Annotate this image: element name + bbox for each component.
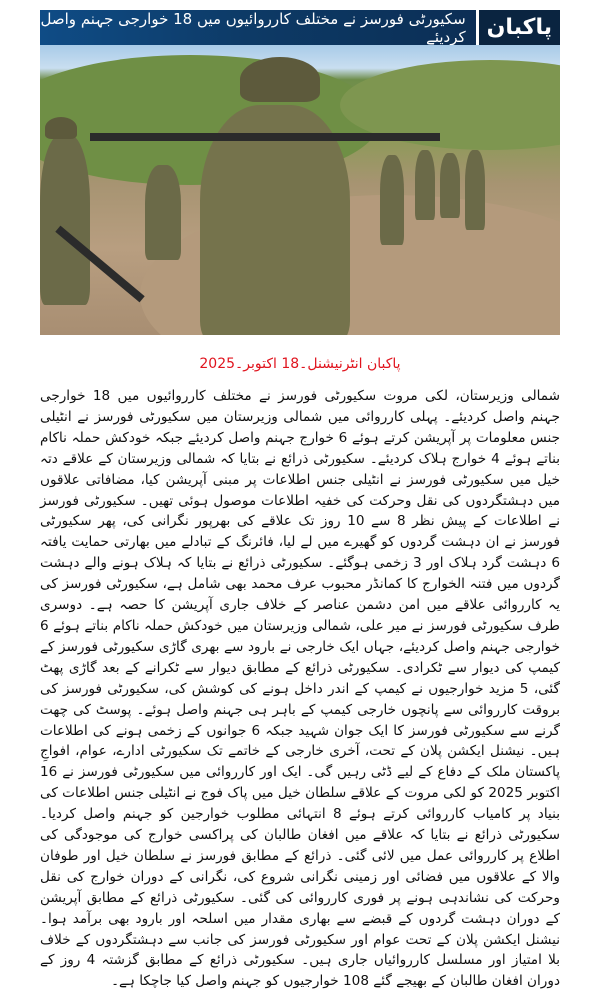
soldier-figure <box>40 135 90 305</box>
machine-gun <box>90 133 440 141</box>
soldier-figure <box>465 150 485 230</box>
soldier-figure <box>380 155 404 245</box>
headline-banner <box>40 10 560 45</box>
article-body: شمالی وزیرستان، لکی مروت سکیورٹی فورسز نے مختلف کارروائیوں میں 18 خوارجی جہنم واصل کردیئے۔ پہلی کارروائی میں شمالی وزیرستان میں سکیورٹی فورسز نے انٹیلی جنس معلومات پر آپریشن کرتے ہوئے 6 خوارج جہنم واصل کردیئے جبکہ خودکش حملہ ناکام بناتے ہوئے 4 خوارج ہلاک کردیئے۔ سکیورٹی ذرائع نے بتایا کہ شمالی وزیرستان کے علاقے دتہ خیل میں سکیورٹی فورسز نے انٹیلی جنس اطلاعات پر مبنی آپریشن کیا، مضافاتی علاقوں میں دہشتگردوں کی نقل وحرکت کی خفیہ اطلاعات موصول ہوئی تھیں۔ سکیورٹی فورسز نے اطلاعات کے پیش نظر 8 سے 10 روز تک علاقے کی بھرپور نگرانی کی، پھر سکیورٹی فورسز نے ان دہشت گردوں کو گھیرے میں لے لیا، فائرنگ کے تبادلے میں بھارتی حمایت یافتہ 6 دہشت گرد ہلاک اور 3 زخمی ہوگئے۔ سکیورٹی ذرائع نے بتایا کہ ہلاک ہونے والے دہشت گردوں میں فتنہ الخوارج کا کمانڈر محبوب عرف محمد بھی شامل ہے، سکیورٹی فورسز کی یہ کارروائی علاقے میں امن دشمن عناصر کے خلاف جاری آپریشن کا حصہ ہے۔ دوسری طرف سکیورٹی فورسز نے میر علی، شمالی وزیرستان میں خودکش حملہ ناکام بناتے ہوئے 6 خوارجی جہنم واصل کردیئے، جہاں ایک خارجی نے بارود سے بھری گاڑی سکیورٹی فورسز کے کیمپ کی دیوار سے ٹکرادی۔ سکیورٹی ذرائع کے مطابق دیوار سے ٹکرانے کے بعد گاڑی پھٹ گئی، 5 مزید خوارجیوں نے کیمپ کے اندر داخل ہونے کی کوشش کی، سکیورٹی فورسز کی بروقت کارروائی سے پانچوں خارجی کیمپ کے باہر ہی جہنم واصل ہوئے۔ پوسٹ کی چھت گرنے سے سکیورٹی فورسز کا ایک جوان شہید جبکہ 6 جوانوں کے زخمی ہونے کی اطلاعات ہیں۔ نیشنل ایکشن پلان کے تحت، آخری خارجی کے خاتمے تک سکیورٹی ادارے، عوام، افواجِ پاکستان ملک کے دفاع کے لیے ڈٹی رہیں گی۔ ایک اور کارروائی میں سکیورٹی فورسز نے 16 اکتوبر 2025 کو لکی مروت کے علاقے سلطان خیل میں پاک فوج نے انٹیلی جنس اطلاعات کی بنیاد پر کامیاب کارروائی کرتے ہوئے 8 انتہائی مطلوب خوارجین کو جہنم واصل کردیا۔ سکیورٹی ذرائع نے بتایا کہ علاقے میں افغان طالبان کی پراکسی خوارج کی موجودگی کی اطلاع پر کارروائی عمل میں لائی گئی۔ ذرائع کے مطابق فورسز نے سلطان خیل اور طوفان والا کے علاقوں میں فضائی اور زمینی نگرانی شروع کی، نگرانی کے دوران خوارج کی نقل وحرکت کی نشاندہی ہونے پر فوری کارروائی کی گئی۔ سکیورٹی ذرائع کے مطابق آپریشن کے دوران دہشت گردوں کے قبضے سے بھاری مقدار میں اسلحہ اور بارود بھی برآمد ہوا۔ نیشنل ایکشن پلان کے تحت عوام اور سکیورٹی فورسز کی جانب سے دہشتگردوں کے خلاف بلا امتیاز اور مسلسل کارروائیاں جاری ہیں۔ سکیورٹی ذرائع کے مطابق گزشتہ 4 روز کے دوران افغان طالبان کے بھیجے گئے 108 خوارجیوں کو جہنم واصل کیا جاچکا ہے۔ <box>40 388 561 990</box>
helmet <box>45 117 77 139</box>
soldier-figure <box>415 150 435 220</box>
soldier-figure <box>145 165 181 260</box>
soldiers-photo <box>40 45 560 335</box>
dateline: پاکبان انٹرنیشنل۔18 اکتوبر۔2025 <box>199 356 401 372</box>
helmet <box>240 57 320 102</box>
brand-logo: پاکبان <box>476 10 560 45</box>
headline: سکیورٹی فورسز نے مختلف کارروائیوں میں 18 خوارجی جہنم واصل کردیئے <box>40 9 466 46</box>
soldier-figure <box>440 153 460 218</box>
